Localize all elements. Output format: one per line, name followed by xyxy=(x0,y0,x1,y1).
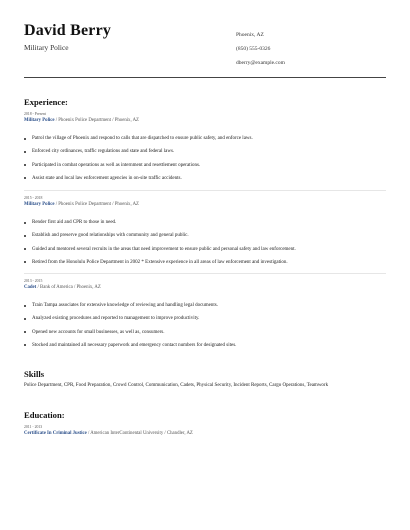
contact-email[interactable]: dberry@example.com xyxy=(236,60,285,66)
education-date: 2011 - 2013 xyxy=(24,425,43,429)
education-school: / American InterContinental University / Chandler, AZ xyxy=(86,431,193,436)
contact-location: Phoenix, AZ xyxy=(236,32,264,38)
list-item: Stocked and maintained all necessary paperwork and emergency contact numbers for designated sites. xyxy=(24,342,386,355)
job-bullets xyxy=(24,219,386,272)
experience-heading: Experience: xyxy=(24,97,68,107)
list-item: Render first aid and CPR to those in need. xyxy=(24,219,386,232)
contact-block xyxy=(236,28,285,70)
candidate-name: David Berry xyxy=(24,22,112,39)
job-divider xyxy=(24,273,386,274)
job-bullets xyxy=(24,302,386,355)
job-org: / Bank of America / Phoenix, AZ xyxy=(36,285,101,290)
job-position: Military Police xyxy=(24,202,55,207)
job-divider xyxy=(24,190,386,191)
job-date: 2018 - Present xyxy=(24,112,46,116)
job-position: Cadet xyxy=(24,285,37,290)
candidate-role: Military Police xyxy=(24,43,69,52)
skills-heading: Skills xyxy=(24,369,45,379)
list-item: Opened new accounts for small businesses, as well as, consumers. xyxy=(24,329,386,342)
job-date: 2013 - 2015 xyxy=(24,279,43,283)
list-item: Enforced city ordinances, traffic regulations and state and federal laws. xyxy=(24,148,386,161)
education-degree: Certificate In Criminal Justice xyxy=(24,431,87,436)
header-rule xyxy=(24,77,386,78)
job-title xyxy=(24,202,139,207)
list-item: Guided and mentored several recruits in the areas that need improvement to ensure public and personal safety and law enforcement. xyxy=(24,246,386,259)
list-item: Assist state and local law enforcement agencies in on-site traffic accidents. xyxy=(24,175,386,188)
list-item: Analyzed existing procedures and reported to management to improve productivity. xyxy=(24,315,386,328)
list-item: Train Tampa associates for extensive knowledge of reviewing and handling legal documents. xyxy=(24,302,386,315)
education-heading: Education: xyxy=(24,410,65,420)
education-entry xyxy=(24,431,193,436)
job-date: 2015 - 2018 xyxy=(24,196,43,200)
job-org: / Phoenix Police Department / Phoenix, AZ xyxy=(54,118,139,123)
skills-list: Police Department, CPR, Food Preparation, Crowd Control, Communication, Cadets, Physical Security, Incident Reports, Cargo Operations, Teamwork xyxy=(24,383,329,388)
list-item: Retired from the Honolulu Police Department in 2002 * Extensive experience in all areas of law enforcement and investigation. xyxy=(24,259,386,272)
job-position: Military Police xyxy=(24,118,55,123)
job-title xyxy=(24,118,139,123)
list-item: Establish and preserve good relationships with community and general public. xyxy=(24,232,386,245)
contact-phone: (850) 555-0326 xyxy=(236,46,271,52)
list-item: Participated in combat operations as well as internment and resettlement operations. xyxy=(24,162,386,175)
job-bullets xyxy=(24,135,386,188)
job-title xyxy=(24,285,101,290)
list-item: Patrol the village of Phoenix and respond to calls that are dispatched to ensure public safety, and enforce laws. xyxy=(24,135,386,148)
job-org: / Phoenix Police Department / Phoenix, AZ xyxy=(54,202,139,207)
